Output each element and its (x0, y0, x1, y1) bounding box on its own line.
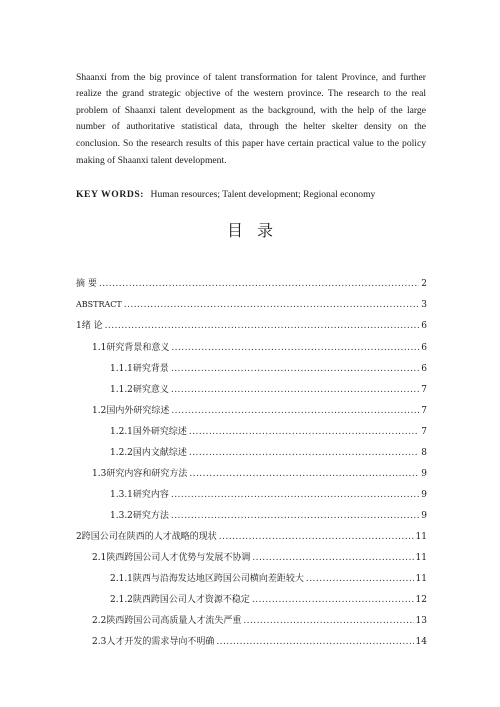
toc-entry-label: 1绪 论 (76, 321, 103, 331)
keywords-label: KEY WORDS: (76, 189, 145, 200)
toc-entry-page: 6 (421, 321, 427, 331)
toc-entry-page: 3 (421, 300, 427, 310)
toc-entry-page: 11 (415, 532, 427, 542)
toc-leader-dots (105, 320, 420, 332)
toc-entry-chapter-2[interactable] (76, 529, 427, 543)
abstract-paragraph: Shaanxi from the big province of talent transformation for talent Province, and further realize the grand strategic objective of the western province. The research to the real problem of Shaanxi talent development as the background, with the help of the large number of authoritative statistical data, through the helter skelter density on the conclusion. So the research results of this paper have certain practical value to the policy making of Shaanxi talent development. (76, 71, 426, 166)
toc-entry-1-2[interactable] (92, 403, 427, 417)
toc-entry-label: 2.1.1陕西与沿海发达地区跨国公司横向差距较大 (110, 574, 304, 584)
toc-entry-2-1-1[interactable] (110, 571, 427, 585)
toc-entry-page: 6 (421, 364, 427, 374)
toc-entry-1-3-2[interactable] (110, 508, 427, 522)
toc-leader-dots (306, 573, 414, 585)
toc-entry-2-3[interactable] (92, 634, 427, 648)
toc-leader-dots (219, 531, 414, 543)
toc-entry-page: 9 (421, 511, 427, 521)
toc-leader-dots (171, 363, 419, 375)
toc-entry-1-1-1[interactable] (110, 361, 427, 375)
toc-entry-1-1-2[interactable] (110, 382, 427, 396)
toc-entry-page: 7 (421, 406, 427, 416)
keywords-items: Human resources; Talent development; Regional economy (150, 189, 376, 200)
toc-leader-dots (171, 489, 419, 501)
toc-entry-1-1[interactable] (92, 340, 427, 354)
toc-entry-chapter-1[interactable] (76, 318, 427, 332)
toc-entry-2-2[interactable] (92, 613, 427, 627)
toc-entry-page: 6 (421, 343, 427, 353)
toc-entry-page: 7 (421, 427, 427, 437)
toc-entry-2-1[interactable] (92, 550, 427, 564)
toc-entry-label: 1.1研究背景和意义 (92, 343, 170, 353)
toc-entry-label: 2.1陕西跨国公司人才优势与发展不协调 (92, 553, 251, 563)
toc-leader-dots (216, 636, 413, 648)
toc-leader-dots (189, 426, 419, 438)
toc-entry-label: 1.1.1研究背景 (110, 364, 169, 374)
toc-entry-label: ABSTRACT (76, 300, 122, 309)
toc-leader-dots (171, 342, 419, 354)
toc-entry-page: 14 (415, 637, 427, 647)
toc-entry-1-3[interactable] (92, 466, 427, 480)
toc-entry-page: 7 (421, 385, 427, 395)
toc-leader-dots (99, 278, 419, 290)
toc-entry-page: 11 (415, 574, 427, 584)
toc-leader-dots (124, 299, 420, 311)
toc-entry-label: 1.3.2研究方法 (110, 511, 169, 521)
toc-leader-dots (171, 405, 419, 417)
toc-entry-label: 1.2国内外研究综述 (92, 406, 170, 416)
toc-entry-label: 1.1.2研究意义 (110, 385, 169, 395)
toc-leader-dots (189, 468, 419, 480)
toc-entry-page: 13 (415, 616, 427, 626)
toc-leader-dots (243, 615, 413, 627)
toc-entry-abstract-en[interactable] (76, 297, 427, 311)
toc-entry-label: 1.3研究内容和研究方法 (92, 469, 188, 479)
toc-entry-1-3-1[interactable] (110, 487, 427, 501)
toc-entry-page: 9 (421, 490, 427, 500)
toc-entry-page: 9 (421, 469, 427, 479)
toc-entry-page: 2 (421, 279, 427, 289)
toc-entry-label: 摘 要 (76, 279, 97, 289)
toc-entry-2-1-2[interactable] (110, 592, 427, 606)
toc-entry-abstract-cn[interactable] (76, 276, 427, 290)
toc-entry-page: 11 (415, 553, 427, 563)
toc-leader-dots (252, 594, 414, 606)
toc-entry-label: 2跨国公司在陕西的人才战略的现状 (76, 532, 217, 542)
toc-entry-1-2-2[interactable] (110, 445, 427, 459)
toc-entry-label: 1.2.2国内文献综述 (110, 448, 187, 458)
toc-entry-label: 2.2陕西跨国公司高质量人才流失严重 (92, 616, 242, 626)
keywords-line (76, 188, 436, 202)
toc-entry-label: 2.1.2陕西跨国公司人才资源不稳定 (110, 595, 250, 605)
toc-entry-1-2-1[interactable] (110, 424, 427, 438)
toc-entry-label: 1.2.1国外研究综述 (110, 427, 187, 437)
toc-entry-label: 1.3.1研究内容 (110, 490, 169, 500)
toc-entry-page: 8 (421, 448, 427, 458)
toc-title: 目录 (226, 221, 287, 240)
toc-leader-dots (171, 510, 419, 522)
toc-leader-dots (171, 384, 419, 396)
toc-entry-label: 2.3人才开发的需求导向不明确 (92, 637, 215, 647)
toc-leader-dots (252, 552, 413, 564)
toc-entry-page: 12 (415, 595, 427, 605)
toc-leader-dots (189, 447, 419, 459)
